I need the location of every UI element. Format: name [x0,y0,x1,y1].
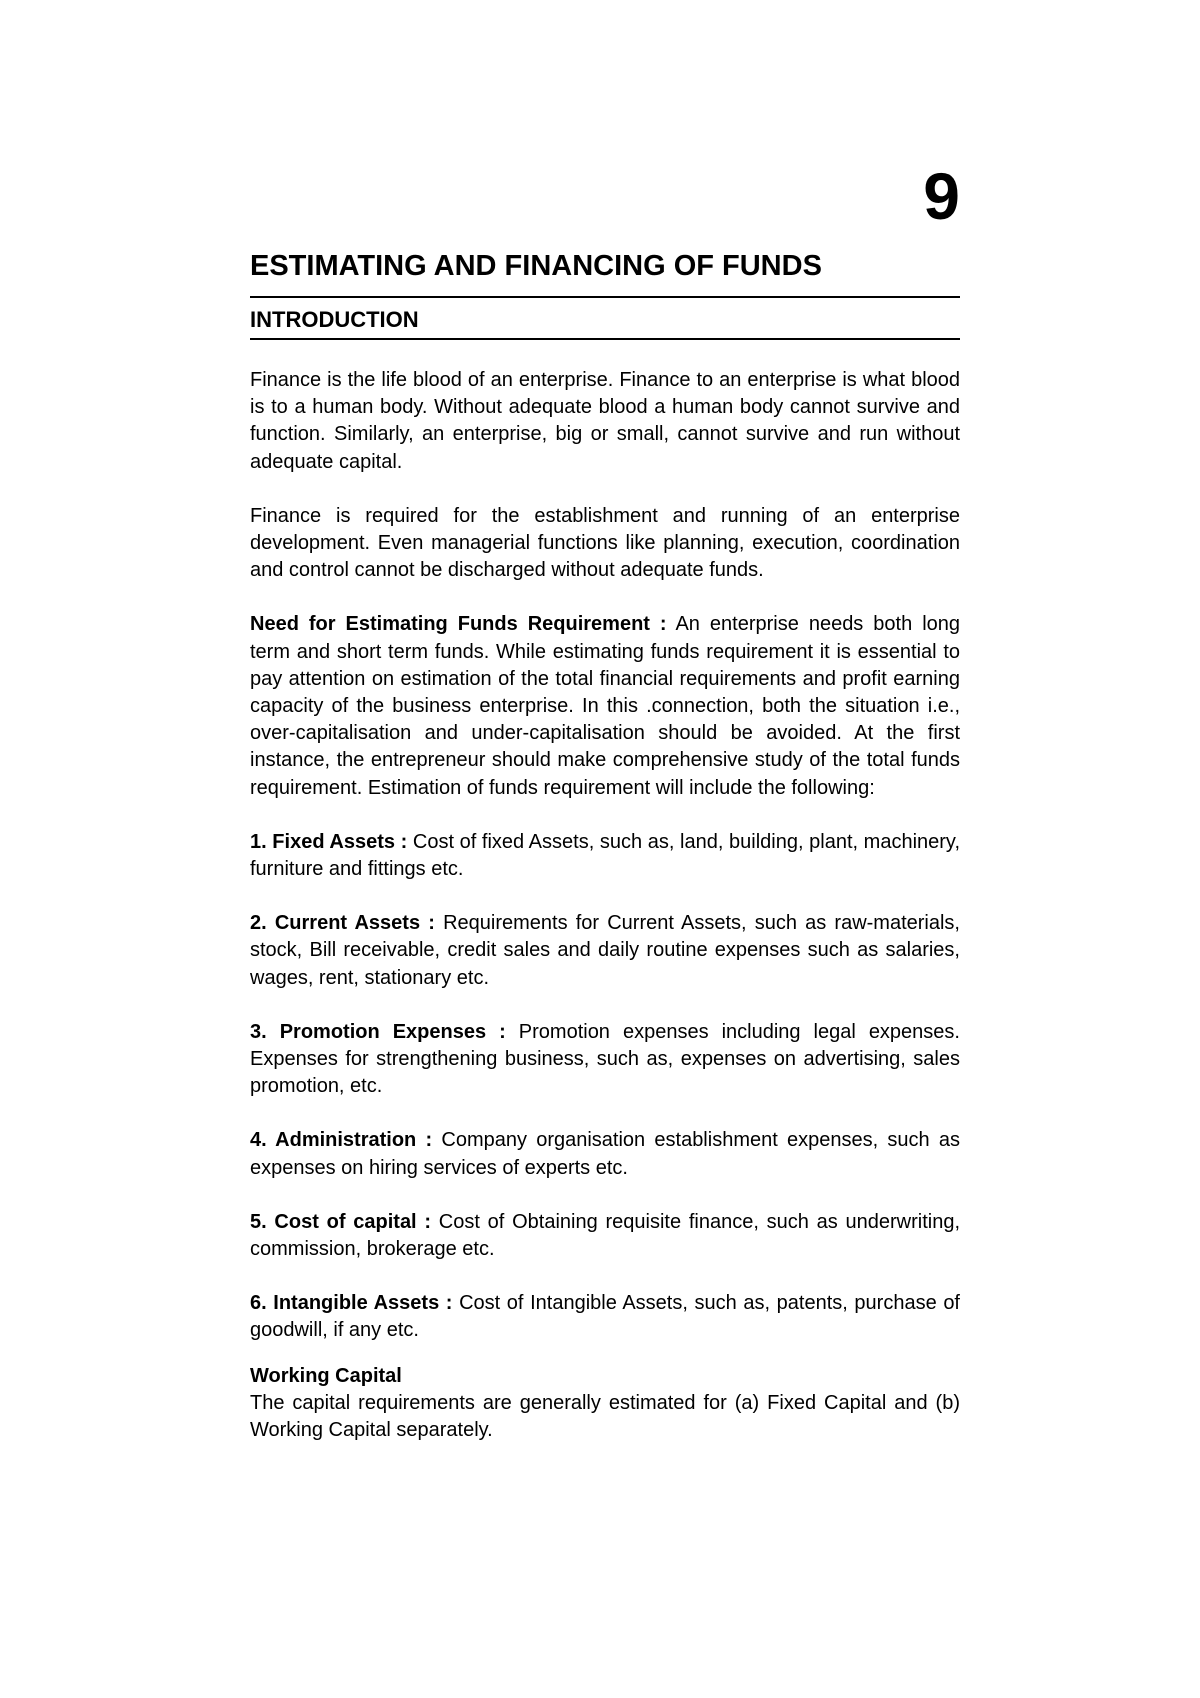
intro-paragraph-2: Finance is required for the establishment and running of an enterprise development. Even managerial functions like planning, execution, coordination and control cannot be discharged without adequate funds. [250,504,960,582]
list-item-lead: 3. Promotion Expenses : [250,1020,506,1043]
list-item-intangible-assets [250,1290,960,1344]
section-heading: INTRODUCTION [250,304,960,340]
list-item-text: Requirements for Current Assets, such as raw-materials, stock, Bill receivable, credit sales and daily routine expenses such as salaries, wages, rent, stationary etc. [250,912,960,989]
document-page [250,160,960,1444]
intro-paragraph-1: Finance is the life blood of an enterprise. Finance to an enterprise is what blood is to a human body. Without adequate blood a human body cannot survive and function. Similarly, an enterprise, big or small, cannot survive and run without adequate capital. [250,369,960,473]
list-item-promotion-expenses [250,1019,960,1101]
chapter-number: 9 [923,159,960,233]
list-item-administration [250,1127,960,1181]
working-capital-heading: Working Capital [250,1364,402,1387]
list-item-lead: 2. Current Assets : [250,912,435,935]
list-item-cost-of-capital [250,1209,960,1263]
list-item-text: Cost of Obtaining requisite finance, such as underwriting, commission, brokerage etc. [250,1210,961,1261]
working-capital-paragraph: The capital requirements are generally estimated for (a) Fixed Capital and (b) Working Capital separately. [250,1391,960,1442]
need-text: An enterprise needs both long term and short term funds. While estimating funds requirement it is essential to pay attention on estimation of the total financial requirements and profit earning capacity of the business enterprise. In this .connection, both the situation i.e., over-capitalisation and under-capitalisation should be avoided. At the first instance, the entrepreneur should make comprehensive study of the total funds requirement. Estimation of funds requirement will include the following: [250,613,961,799]
list-item-lead: 1. Fixed Assets : [250,830,408,853]
need-paragraph [250,611,960,801]
list-item-current-assets [250,910,960,992]
list-item-lead: 6. Intangible Assets : [250,1292,453,1315]
list-item-fixed-assets [250,829,960,883]
list-item-lead: 4. Administration : [250,1129,433,1152]
chapter-title: ESTIMATING AND FINANCING OF FUNDS [250,246,960,298]
list-item-text: Promotion expenses including legal expenses. Expenses for strengthening business, such as, expenses on advertising, sales promotion, etc. [250,1020,960,1098]
list-item-lead: 5. Cost of capital : [250,1210,432,1233]
list-item-text: Cost of fixed Assets, such as, land, building, plant, machinery, furniture and fittings etc. [250,830,960,881]
need-lead: Need for Estimating Funds Requirement : [250,613,667,636]
list-item-text: Cost of Intangible Assets, such as, patents, purchase of goodwill, if any etc. [250,1292,960,1342]
list-item-text: Company organisation establishment expenses, such as expenses on hiring services of experts etc. [250,1129,960,1179]
